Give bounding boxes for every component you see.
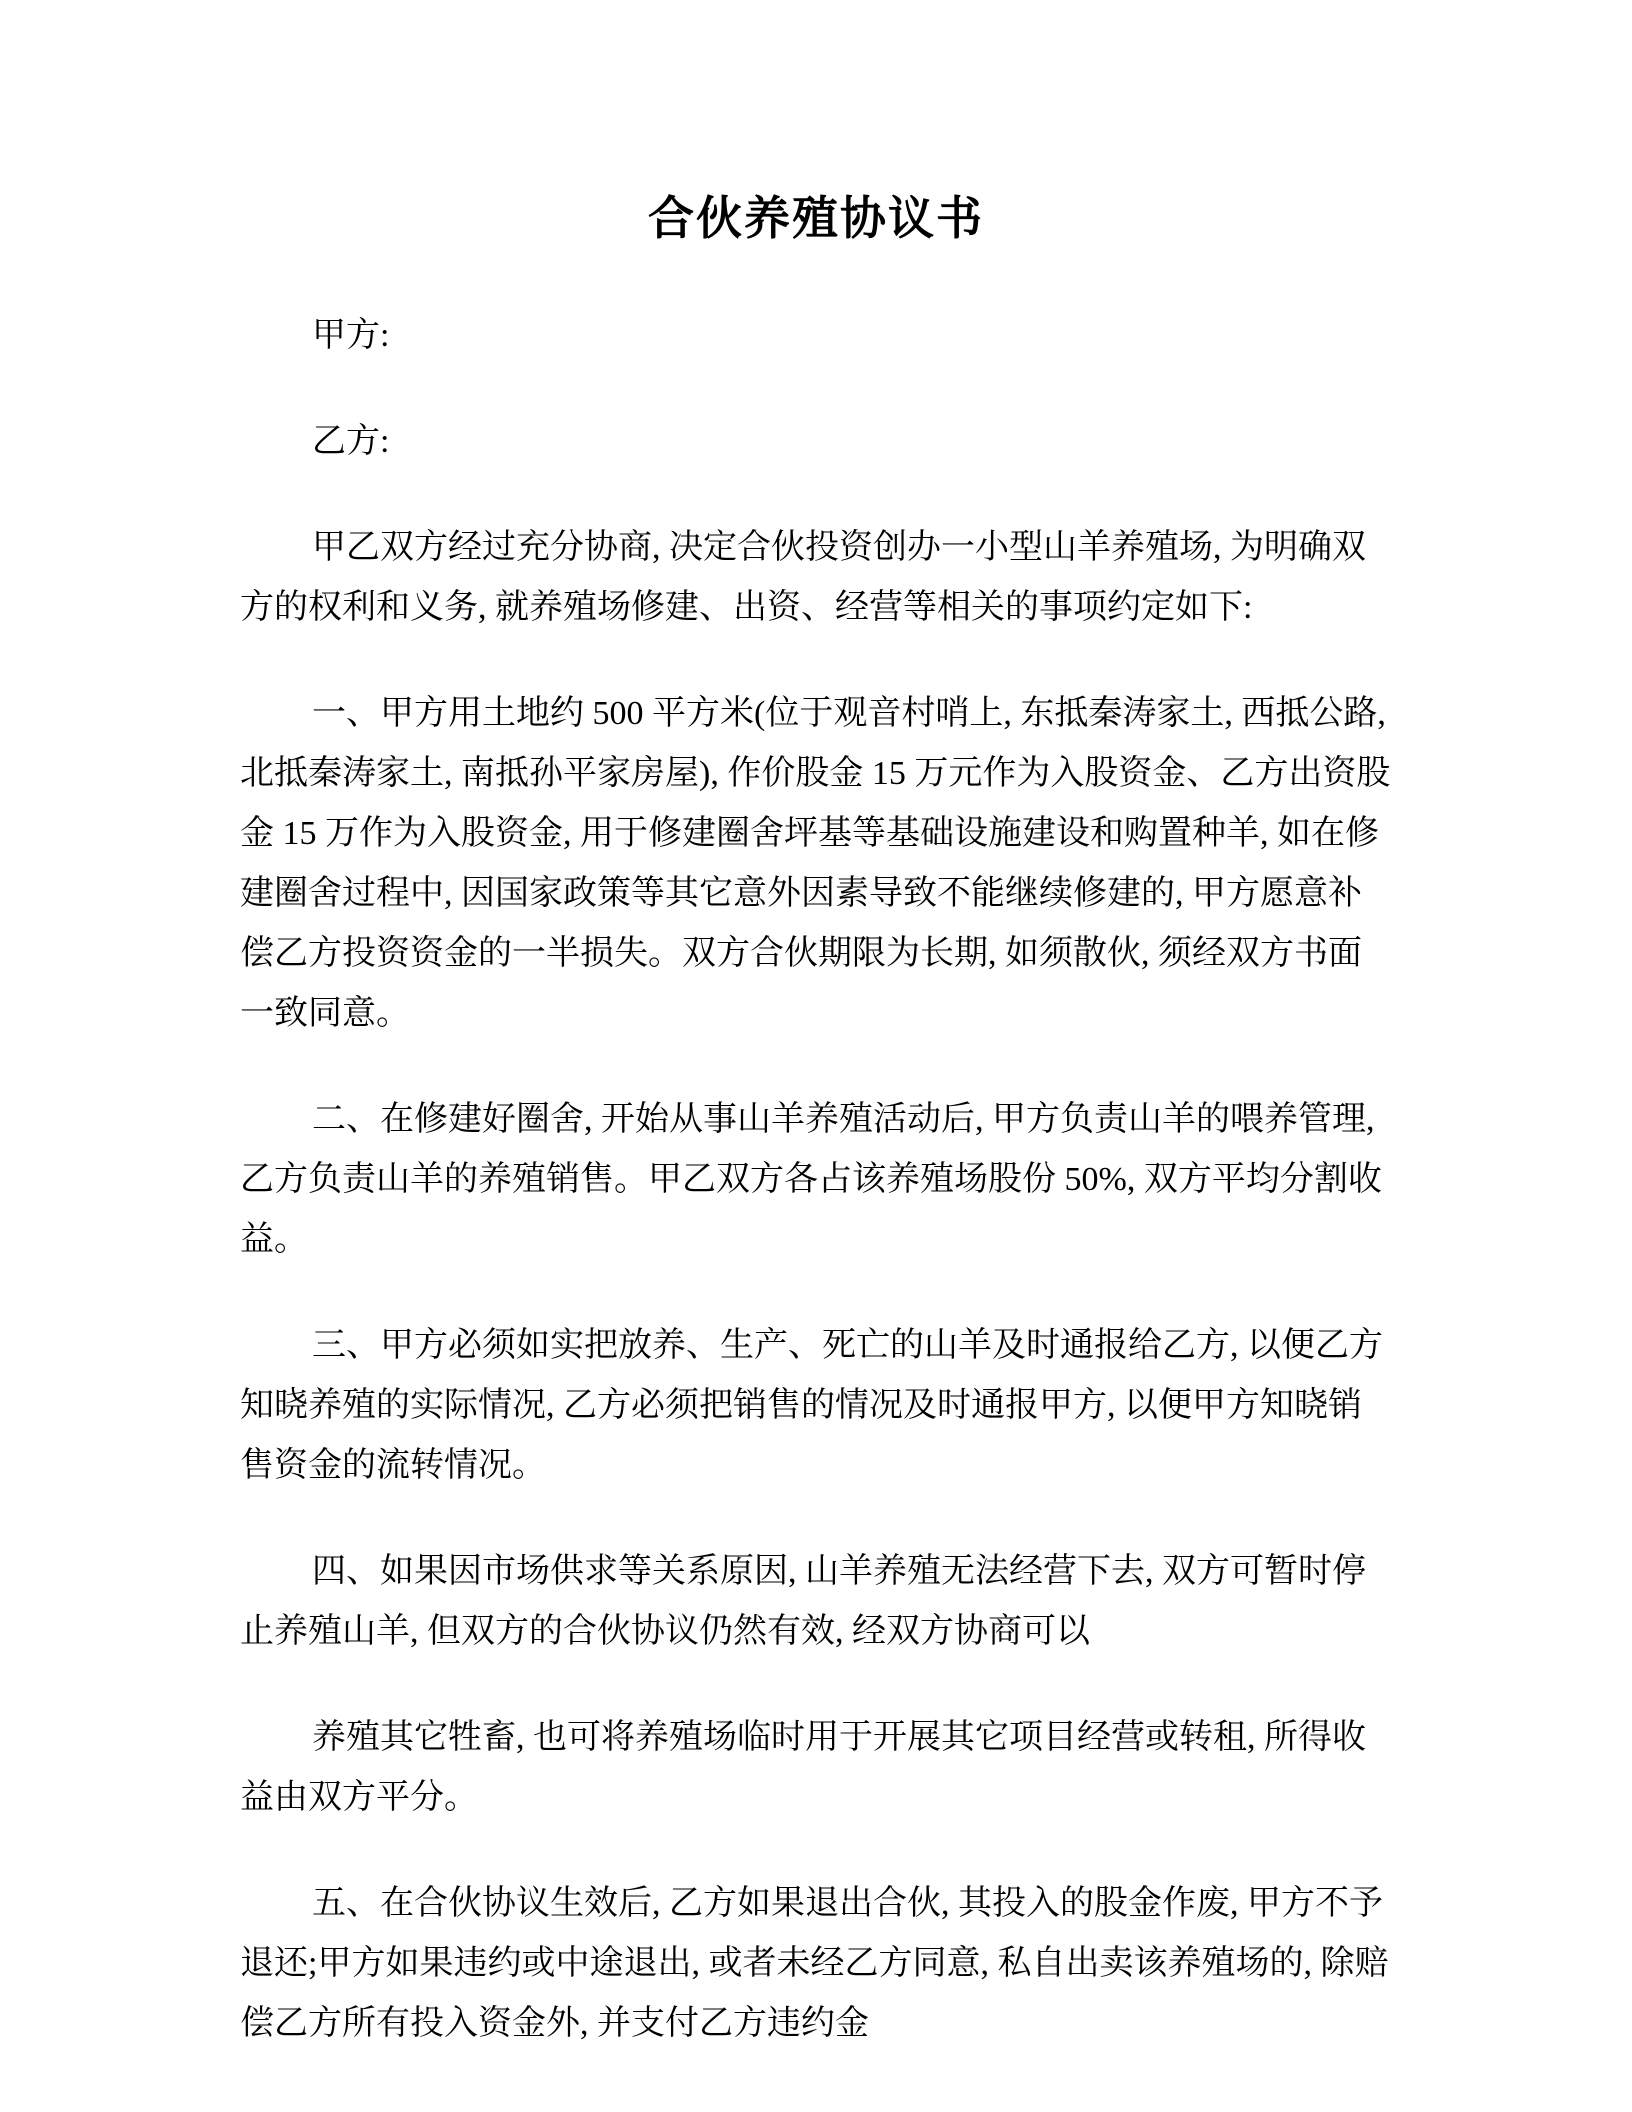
clause-1-paragraph: 一、甲方用土地约 500 平方米(位于观音村哨上, 东抵秦涛家土, 西抵公路, 北抵秦涛家土, 南抵孙平家房屋), 作价股金 15 万元作为入股资金、乙方出资股金 15 万作为入股资金, 用于修建圈舍坪基等基础设施建设和购置种羊, 如在修建圈舍过程中, 因国家政策等其它意外因素导致不能继续修建的, 甲方愿意补偿乙方投资资金的一半损失。双方合伙期限为长期, 如须散伙, 须经双方书面一致同意。 <box>240 695 1391 1032</box>
document-title: 合伙养殖协议书 <box>648 193 984 244</box>
clause-2-paragraph: 二、在修建好圈舍, 开始从事山羊养殖活动后, 甲方负责山羊的喂养管理, 乙方负责山羊的养殖销售。甲乙双方各占该养殖场股份 50%, 双方平均分割收益。 <box>240 1101 1382 1258</box>
clause-3-paragraph: 三、甲方必须如实把放养、生产、死亡的山羊及时通报给乙方, 以便乙方知晓养殖的实际情况, 乙方必须把销售的情况及时通报甲方, 以便甲方知晓销售资金的流转情况。 <box>240 1327 1383 1484</box>
clause-4-paragraph: 四、如果因市场供求等关系原因, 山羊养殖无法经营下去, 双方可暂时停止养殖山羊, 但双方的合伙协议仍然有效, 经双方协商可以 <box>240 1553 1366 1650</box>
clause-4-continuation-paragraph: 养殖其它牲畜, 也可将养殖场临时用于开展其它项目经营或转租, 所得收益由双方平分。 <box>240 1719 1366 1816</box>
document-body <box>240 306 1392 2054</box>
party-a-label: 甲方: <box>312 317 390 354</box>
party-b-label: 乙方: <box>312 423 390 460</box>
clause-5-paragraph: 五、在合伙协议生效后, 乙方如果退出合伙, 其投入的股金作废, 甲方不予退还;甲方如果违约或中途退出, 或者未经乙方同意, 私自出卖该养殖场的, 除赔偿乙方所有投入资金外, 并支付乙方违约金 <box>240 1885 1389 2042</box>
intro-paragraph: 甲乙双方经过充分协商, 决定合伙投资创办一小型山羊养殖场, 为明确双方的权利和义务, 就养殖场修建、出资、经营等相关的事项约定如下: <box>240 529 1366 626</box>
